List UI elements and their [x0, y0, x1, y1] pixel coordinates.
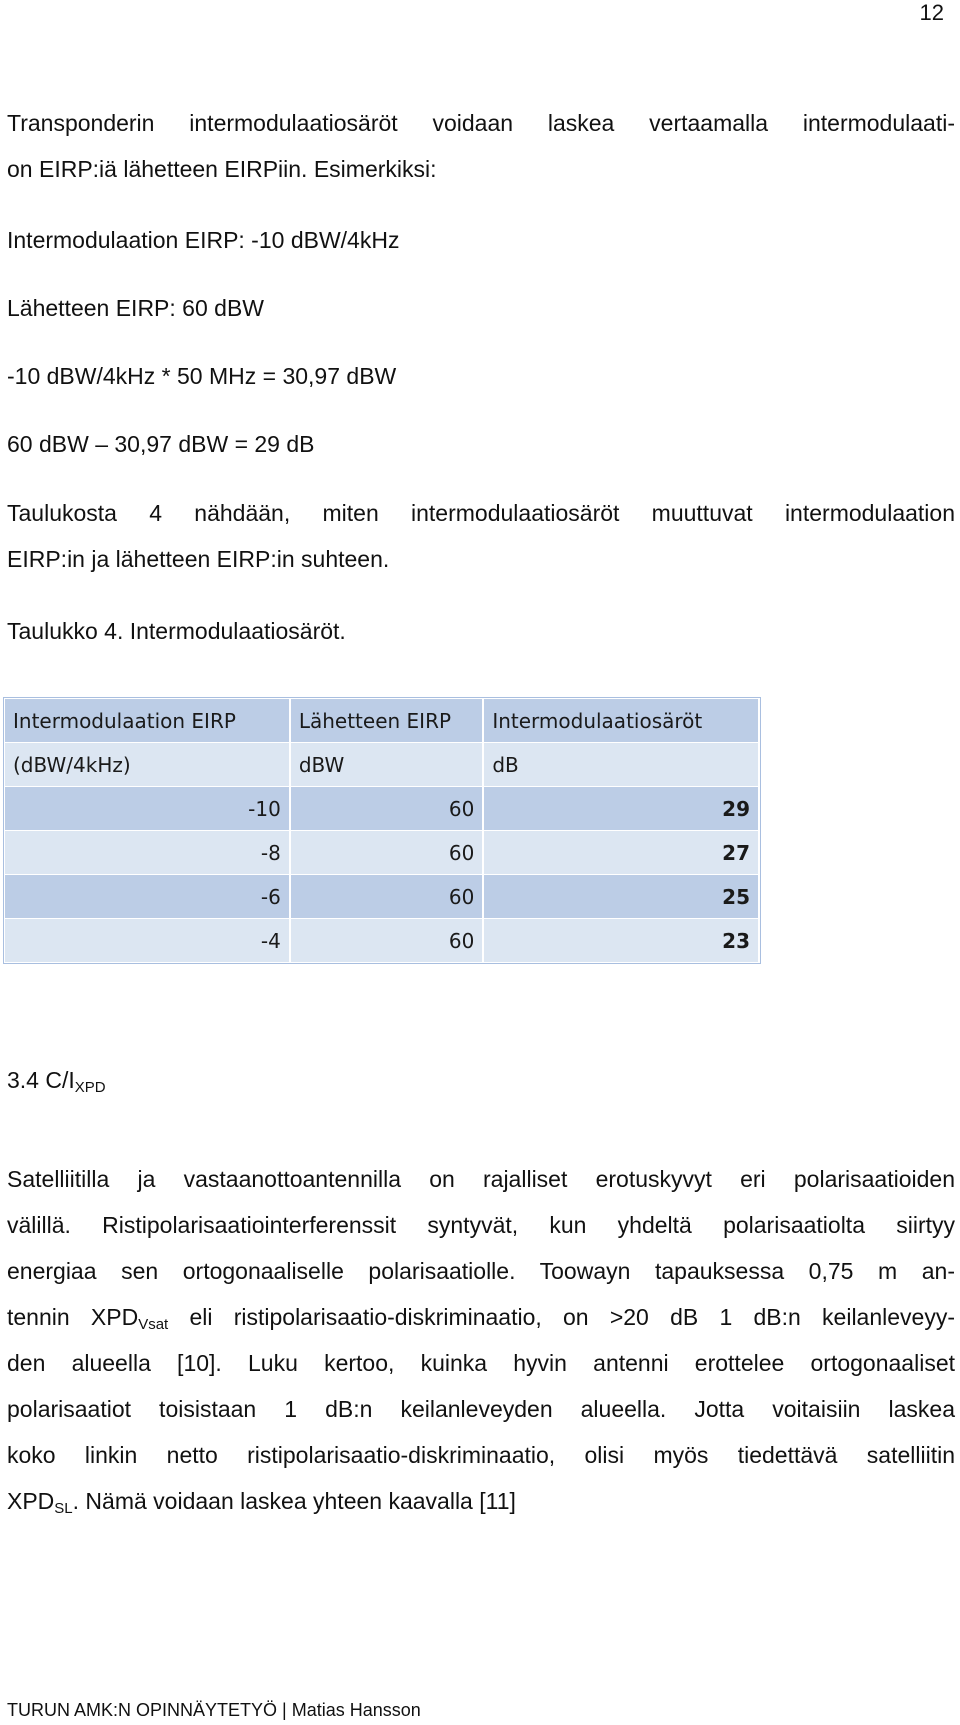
table-cell: 60 [290, 875, 483, 919]
example-line-2: Lähetteen EIRP: 60 dBW [7, 295, 264, 321]
sl-subscript: SL [54, 1500, 73, 1517]
table-intro-line-2: EIRP:in ja lähetteen EIRP:in suhteen. [7, 546, 390, 572]
body-line-7: koko linkin netto ristipolarisaatio-diskriminaatio, olisi myös tiedettävä satelliitin [7, 1442, 955, 1468]
intro-paragraph [7, 100, 955, 192]
table-cell: -4 [5, 919, 290, 963]
table-row [5, 875, 760, 919]
table-cell: 23 [483, 919, 759, 963]
table-cell: 60 [290, 831, 483, 875]
body-line-6: polarisaatiot toisistaan 1 dB:n keilanleveyden alueella. Jotta voitaisiin laskea [7, 1396, 955, 1422]
body-line-2: välillä. Ristipolarisaatiointerferenssit syntyvät, kun yhdeltä polarisaatiolta siirtyy [7, 1212, 955, 1238]
body-line-3: energiaa sen ortogonaaliselle polarisaatiolle. Toowayn tapauksessa 0,75 m an- [7, 1258, 955, 1284]
example-line-1: Intermodulaation EIRP: -10 dBW/4kHz [7, 227, 400, 253]
section-subscript: XPD [74, 1079, 106, 1096]
table-header-row [5, 699, 760, 743]
table-row [5, 787, 760, 831]
section-title: 3.4 C/I [7, 1067, 75, 1093]
xpd-sl-text: XPD [7, 1488, 55, 1514]
example-line-3: -10 dBW/4kHz * 50 MHz = 30,97 dBW [7, 363, 397, 389]
table-cell: -6 [5, 875, 290, 919]
body-line-8-rest: . Nämä voidaan laskea yhteen kaavalla [11] [72, 1488, 516, 1514]
table-caption: Taulukko 4. Intermodulaatiosäröt. [7, 618, 346, 644]
page-number: 12 [919, 0, 944, 25]
unit-cell: dBW [290, 743, 483, 787]
intro-line-2: on EIRP:iä lähetteen EIRPiin. Esimerkiksi: [7, 156, 437, 182]
body-line-8 [7, 1478, 955, 1524]
table-row [5, 919, 760, 963]
header-cell: Intermodulaation EIRP [5, 699, 290, 743]
example-line-4: 60 dBW – 30,97 dBW = 29 dB [7, 431, 315, 457]
unit-cell: dB [483, 743, 759, 787]
intermodulation-table [4, 698, 760, 963]
vsat-subscript: Vsat [138, 1316, 169, 1333]
table-cell: 60 [290, 787, 483, 831]
body-line-1: Satelliitilla ja vastaanottoantennilla on rajalliset erotuskyvyt eri polarisaatioiden [7, 1166, 955, 1192]
table-cell: -8 [5, 831, 290, 875]
table-intro-paragraph [7, 490, 955, 582]
xpd-vsat-text: tennin XPD [7, 1304, 139, 1330]
section-heading [7, 1067, 106, 1094]
body-paragraph [7, 1156, 955, 1524]
unit-cell: (dBW/4kHz) [5, 743, 290, 787]
intro-line-1: Transponderin intermodulaatiosäröt voidaan laskea vertaamalla intermodulaati- [7, 110, 955, 136]
table-cell: -10 [5, 787, 290, 831]
body-line-4 [7, 1294, 955, 1340]
header-cell: Intermodulaatiosäröt [483, 699, 759, 743]
footer: TURUN AMK:N OPINNÄYTETYÖ | Matias Hansson [7, 1700, 421, 1720]
table-row [5, 831, 760, 875]
table-units-row [5, 743, 760, 787]
body-line-4-rest: eli ristipolarisaatio-diskriminaatio, on >20 dB 1 dB:n keilanleveyy- [168, 1304, 955, 1330]
body-line-5: den alueella [10]. Luku kertoo, kuinka hyvin antenni erottelee ortogonaaliset [7, 1350, 955, 1376]
table-cell: 25 [483, 875, 759, 919]
table-cell: 60 [290, 919, 483, 963]
table-intro-line-1: Taulukosta 4 nähdään, miten intermodulaatiosäröt muuttuvat intermodulaation [7, 500, 955, 526]
header-cell: Lähetteen EIRP [290, 699, 483, 743]
table-cell: 29 [483, 787, 759, 831]
table-cell: 27 [483, 831, 759, 875]
